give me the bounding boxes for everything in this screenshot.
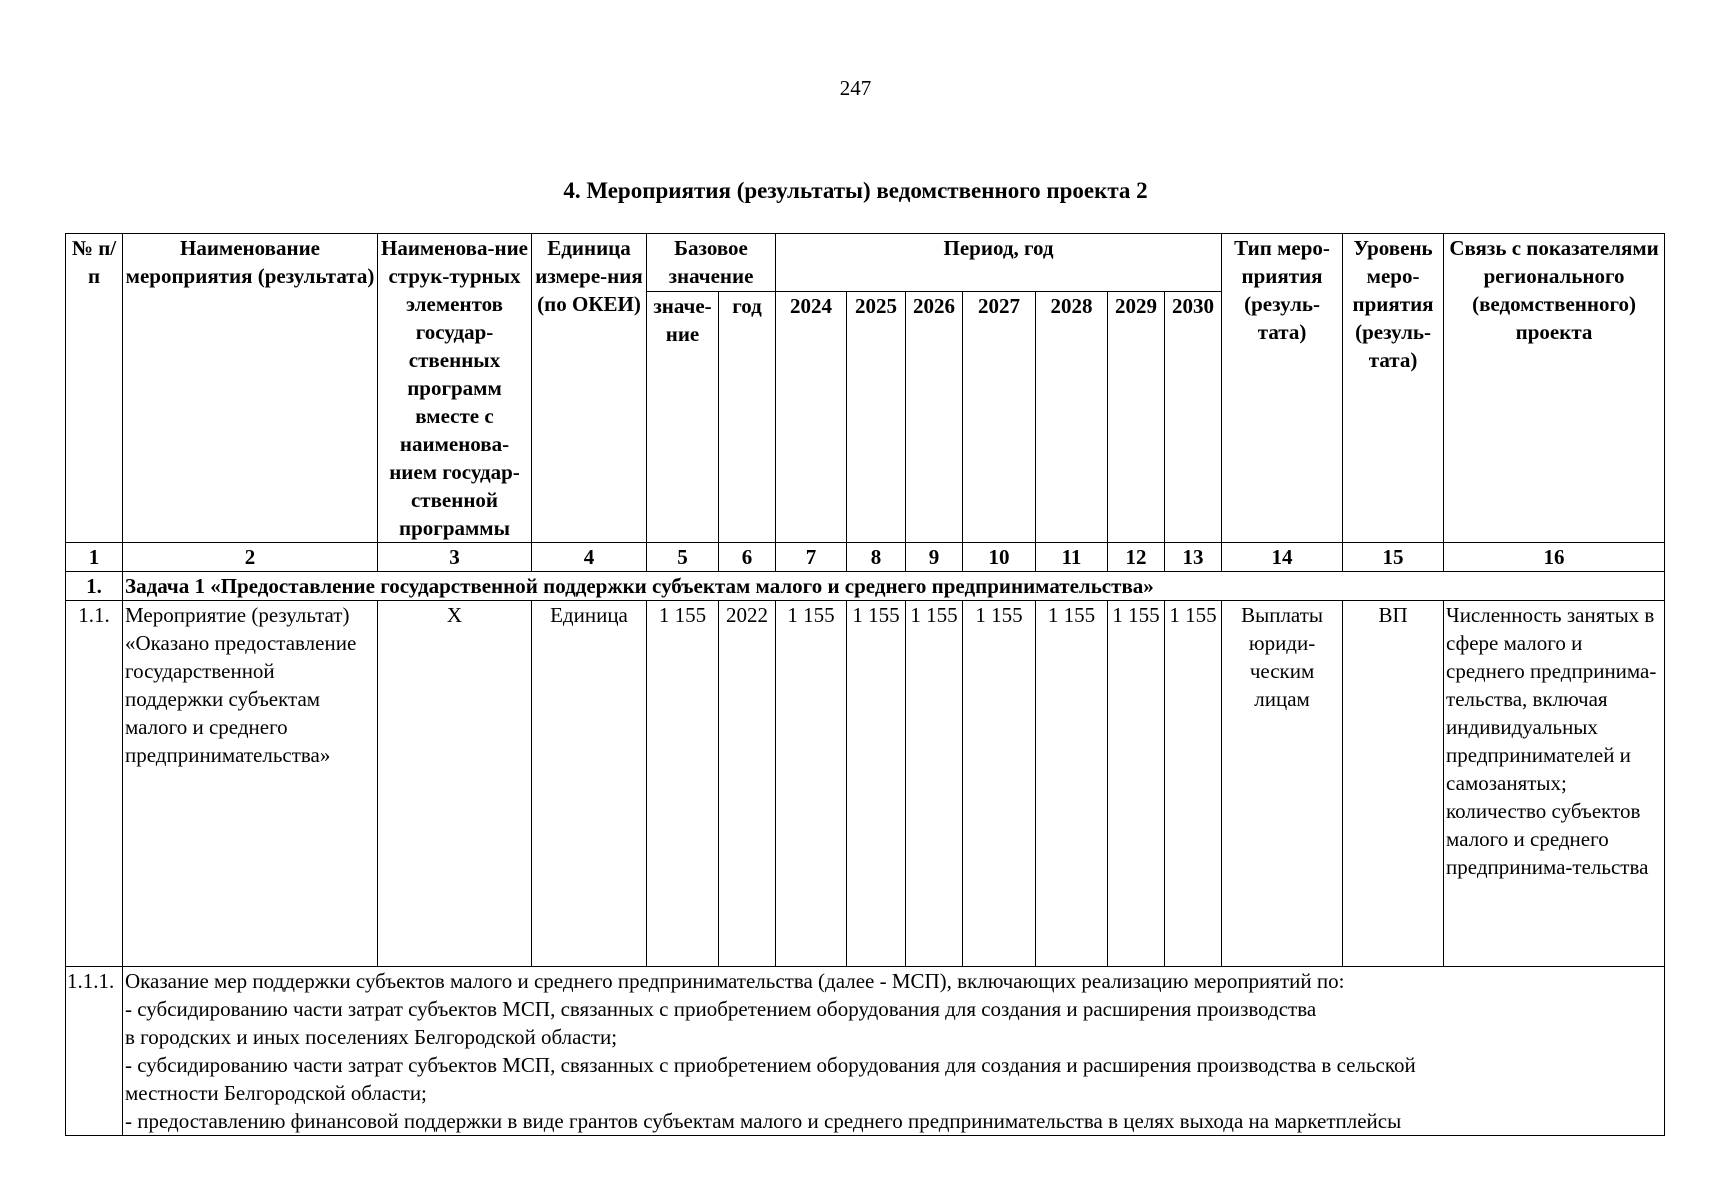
sub-line: - субсидированию части затрат субъектов МСП, связанных с приобретением оборудования для создания и расширения производства xyxy=(125,997,1317,1021)
row-value-2030: 1 155 xyxy=(1165,601,1222,967)
header-link: Связь с показателями регионального (ведомственного) проекта xyxy=(1444,234,1665,543)
column-number: 12 xyxy=(1108,543,1165,572)
header-year-2024: 2024 xyxy=(776,292,847,543)
column-number: 4 xyxy=(532,543,647,572)
header-name: Наименование мероприятия (результата) xyxy=(123,234,378,543)
row-value-2026: 1 155 xyxy=(906,601,963,967)
row-level: ВП xyxy=(1343,601,1444,967)
row-link: Численность занятых в сфере малого и среднего предпринима-тельства, включая индивидуальных предпринимателей и самозанятых; количество субъектов малого и среднего предпринима-тельства xyxy=(1444,601,1665,967)
column-number: 2 xyxy=(123,543,378,572)
sub-measure-row xyxy=(66,967,1665,1136)
sub-description xyxy=(123,967,1665,1136)
row-number: 1.1. xyxy=(66,601,123,967)
row-value-2025: 1 155 xyxy=(847,601,906,967)
sub-line: местности Белгородской области; xyxy=(125,1081,427,1105)
column-number: 7 xyxy=(776,543,847,572)
header-base-value: значе-ние xyxy=(647,292,719,543)
column-number: 11 xyxy=(1036,543,1108,572)
column-number: 9 xyxy=(906,543,963,572)
header-year-2028: 2028 xyxy=(1036,292,1108,543)
column-number-row xyxy=(66,543,1665,572)
row-unit: Единица xyxy=(532,601,647,967)
row-value-2027: 1 155 xyxy=(963,601,1036,967)
row-value-2028: 1 155 xyxy=(1036,601,1108,967)
header-year-2029: 2029 xyxy=(1108,292,1165,543)
column-number: 13 xyxy=(1165,543,1222,572)
column-number: 5 xyxy=(647,543,719,572)
row-base-value: 1 155 xyxy=(647,601,719,967)
sub-line: Оказание мер поддержки субъектов малого и среднего предпринимательства (далее - МСП), включающих реализацию мероприятий по: xyxy=(125,969,1345,993)
page-number: 247 xyxy=(839,76,872,100)
row-struct: X xyxy=(378,601,532,967)
measure-row xyxy=(66,601,1665,967)
sub-line: - субсидированию части затрат субъектов МСП, связанных с приобретением оборудования для создания и расширения производства в сельской xyxy=(125,1053,1416,1077)
row-base-year: 2022 xyxy=(719,601,776,967)
header-base-year: год xyxy=(719,292,776,543)
column-number: 3 xyxy=(378,543,532,572)
header-year-2027: 2027 xyxy=(963,292,1036,543)
column-number: 6 xyxy=(719,543,776,572)
column-number: 10 xyxy=(963,543,1036,572)
header-row-1 xyxy=(66,234,1665,292)
header-year-2030: 2030 xyxy=(1165,292,1222,543)
sub-line: - предоставлению финансовой поддержки в виде грантов субъектам малого и среднего предпринимательства в целях выхода на маркетплейсы xyxy=(125,1109,1402,1133)
header-base: Базовое значение xyxy=(647,234,776,292)
header-type: Тип меро-приятия (резуль-тата) xyxy=(1222,234,1343,543)
row-type: Выплаты юриди-ческим лицам xyxy=(1222,601,1343,967)
task-text: Задача 1 «Предоставление государственной поддержки субъектам малого и среднего предпринимательства» xyxy=(123,572,1665,601)
header-period: Период, год xyxy=(776,234,1222,292)
document-title: 4. Мероприятия (результаты) ведомственного проекта 2 xyxy=(563,178,1148,203)
sub-number: 1.1.1. xyxy=(66,967,123,1136)
task-row xyxy=(66,572,1665,601)
header-struct: Наименова-ние струк-турных элементов государ-ственных программ вместе с наименова-нием государ-ственной программы xyxy=(378,234,532,543)
column-number: 16 xyxy=(1444,543,1665,572)
header-year-2025: 2025 xyxy=(847,292,906,543)
column-number: 14 xyxy=(1222,543,1343,572)
header-num: № п/п xyxy=(66,234,123,543)
column-number: 1 xyxy=(66,543,123,572)
measures-table xyxy=(65,233,1665,1136)
header-level: Уровень меро-приятия (резуль-тата) xyxy=(1343,234,1444,543)
row-value-2024: 1 155 xyxy=(776,601,847,967)
header-unit: Единица измере-ния (по ОКЕИ) xyxy=(532,234,647,543)
row-value-2029: 1 155 xyxy=(1108,601,1165,967)
header-year-2026: 2026 xyxy=(906,292,963,543)
task-number: 1. xyxy=(66,572,123,601)
column-number: 8 xyxy=(847,543,906,572)
row-name: Мероприятие (результат) «Оказано предоставление государственной поддержки субъектам малого и среднего предпринимательства» xyxy=(123,601,378,967)
sub-line: в городских и иных поселениях Белгородской области; xyxy=(125,1025,618,1049)
column-number: 15 xyxy=(1343,543,1444,572)
